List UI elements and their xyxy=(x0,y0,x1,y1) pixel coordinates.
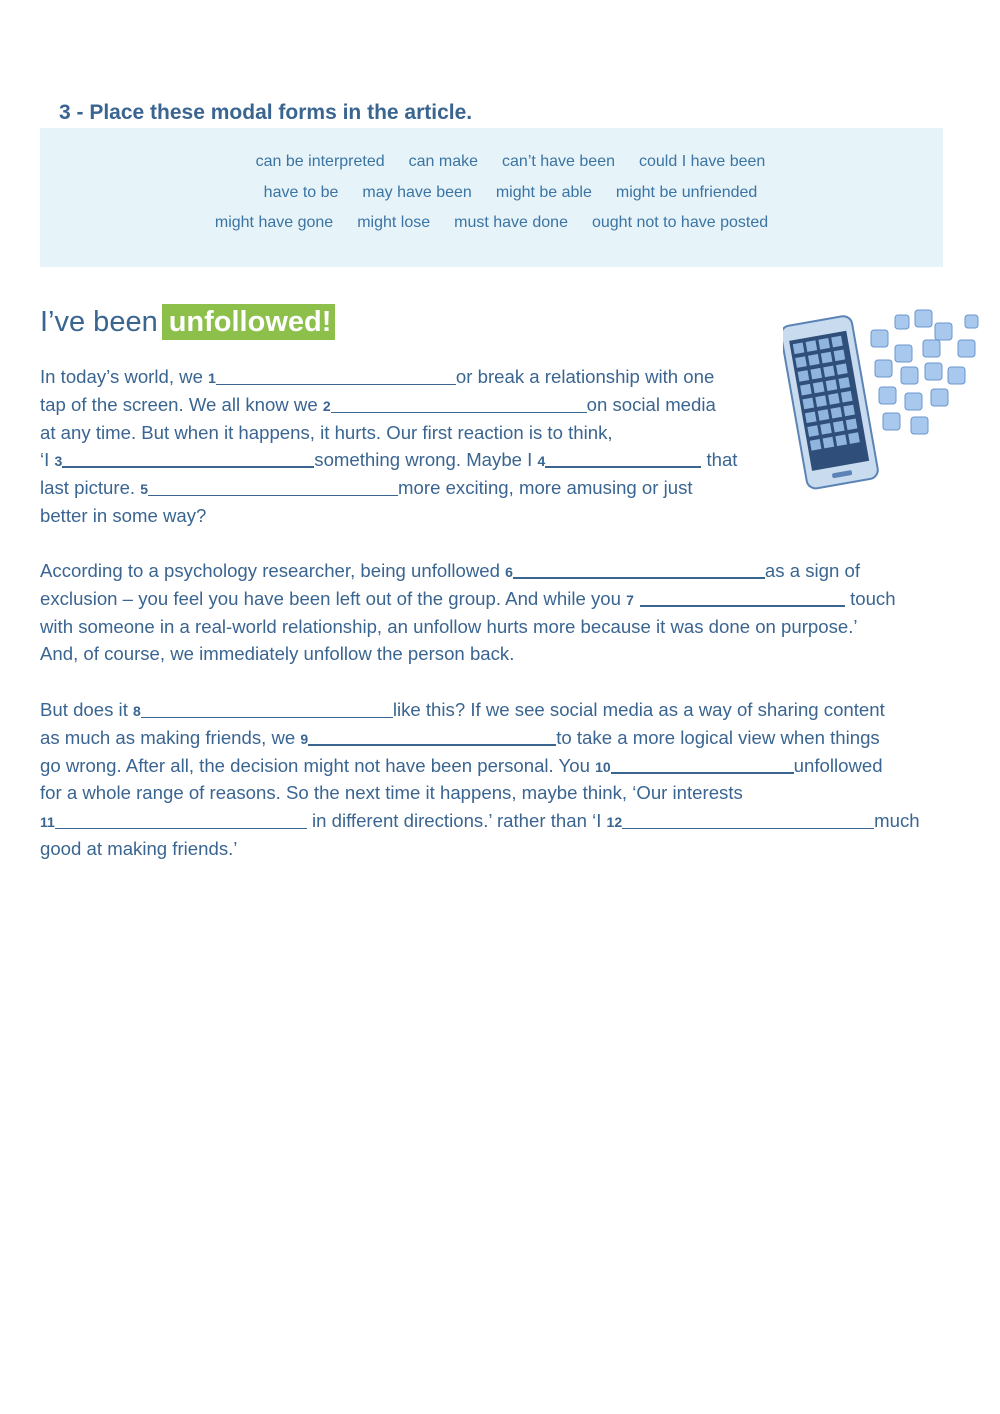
answer-gap-5[interactable] xyxy=(148,477,398,496)
word-option[interactable]: may have been xyxy=(362,184,472,201)
text: last picture. xyxy=(40,477,141,499)
answer-gap-3[interactable] xyxy=(62,448,314,468)
word-bank-row xyxy=(40,214,943,232)
gap-number: 1 xyxy=(208,370,216,386)
text: for a whole range of reasons. So the next time it happens, maybe think, ‘Our interests xyxy=(40,782,743,804)
text: that xyxy=(701,449,738,471)
text: as a sign of xyxy=(764,560,861,581)
answer-gap-8[interactable] xyxy=(141,699,393,718)
text: with someone in a real-world relationship, an unfollow hurts more because it was done on purpose.’ xyxy=(40,615,858,637)
text: According to a psychology researcher, being unfollowed xyxy=(40,560,506,581)
text: unfollowed xyxy=(793,754,883,776)
text: like this? If we see social media as a way of sharing content xyxy=(392,699,885,720)
answer-gap-10[interactable] xyxy=(611,754,794,774)
gap-number: 4 xyxy=(537,453,546,470)
gap-number: 8 xyxy=(133,703,141,719)
article-paragraph-2 xyxy=(40,557,896,668)
word-option[interactable]: might be unfriended xyxy=(615,184,758,201)
answer-gap-6[interactable] xyxy=(513,559,765,579)
word-bank-row xyxy=(40,184,943,202)
text: In today’s world, we xyxy=(40,366,209,387)
text: And, of course, we immediately unfollow the person back. xyxy=(40,643,515,665)
word-option[interactable]: ought not to have posted xyxy=(591,214,769,231)
text: ‘I xyxy=(40,449,55,471)
word-bank-row xyxy=(40,153,943,171)
text: touch xyxy=(844,587,896,609)
gap-number: 6 xyxy=(505,564,513,580)
text: more exciting, more amusing or just xyxy=(398,477,693,499)
article-title xyxy=(40,304,335,340)
text: exclusion – you feel you have been left out of the group. And while you xyxy=(40,587,627,609)
answer-gap-4[interactable] xyxy=(545,448,701,468)
word-option[interactable]: can be interpreted xyxy=(255,153,385,170)
exercise-heading: 3 - Place these modal forms in the article. xyxy=(59,101,473,124)
text: tap of the screen. We all know we xyxy=(40,393,323,415)
answer-gap-2[interactable] xyxy=(331,394,587,413)
word-bank xyxy=(40,128,943,267)
answer-gap-9[interactable] xyxy=(308,726,556,746)
answer-gap-1[interactable] xyxy=(216,366,456,385)
word-option[interactable]: might be able xyxy=(495,184,592,201)
gap-number: 7 xyxy=(626,591,634,608)
word-option[interactable]: have to be xyxy=(263,184,339,201)
gap-number: 5 xyxy=(140,481,149,498)
word-option[interactable]: might lose xyxy=(357,214,431,231)
gap-number: 2 xyxy=(322,397,331,414)
gap-number: 11 xyxy=(40,814,55,831)
article-paragraph-1 xyxy=(40,363,737,530)
smartphone-icon xyxy=(783,305,983,490)
word-option[interactable]: can make xyxy=(408,153,479,170)
text: better in some way? xyxy=(40,504,207,526)
word-option[interactable]: could I have been xyxy=(639,153,766,170)
gap-number: 12 xyxy=(606,814,623,831)
text: good at making friends.’ xyxy=(40,837,238,859)
text: as much as making friends, we xyxy=(40,726,301,748)
gap-number: 10 xyxy=(595,758,611,775)
gap-number: 3 xyxy=(54,453,63,470)
article-paragraph-3 xyxy=(40,696,920,863)
title-prefix: I’ve been xyxy=(40,306,158,338)
text: much xyxy=(874,810,920,832)
text: But does it xyxy=(40,699,134,720)
gap-number: 9 xyxy=(300,730,309,747)
text: at any time. But when it happens, it hurts. Our first reaction is to think, xyxy=(40,421,613,443)
answer-gap-12[interactable] xyxy=(622,810,874,829)
text: in different directions.’ rather than ‘I xyxy=(306,810,607,832)
title-highlight: unfollowed! xyxy=(162,304,336,340)
word-option[interactable]: can’t have been xyxy=(502,153,615,170)
word-option[interactable]: must have done xyxy=(454,214,568,231)
text: or break a relationship with one xyxy=(455,366,715,387)
answer-gap-7[interactable] xyxy=(640,587,845,607)
text: something wrong. Maybe I xyxy=(314,449,538,471)
text: to take a more logical view when things xyxy=(556,726,880,748)
text: on social media xyxy=(586,393,716,415)
text: go wrong. After all, the decision might not have been personal. You xyxy=(40,754,596,776)
answer-gap-11[interactable] xyxy=(55,810,307,829)
word-option[interactable]: might have gone xyxy=(214,214,334,231)
